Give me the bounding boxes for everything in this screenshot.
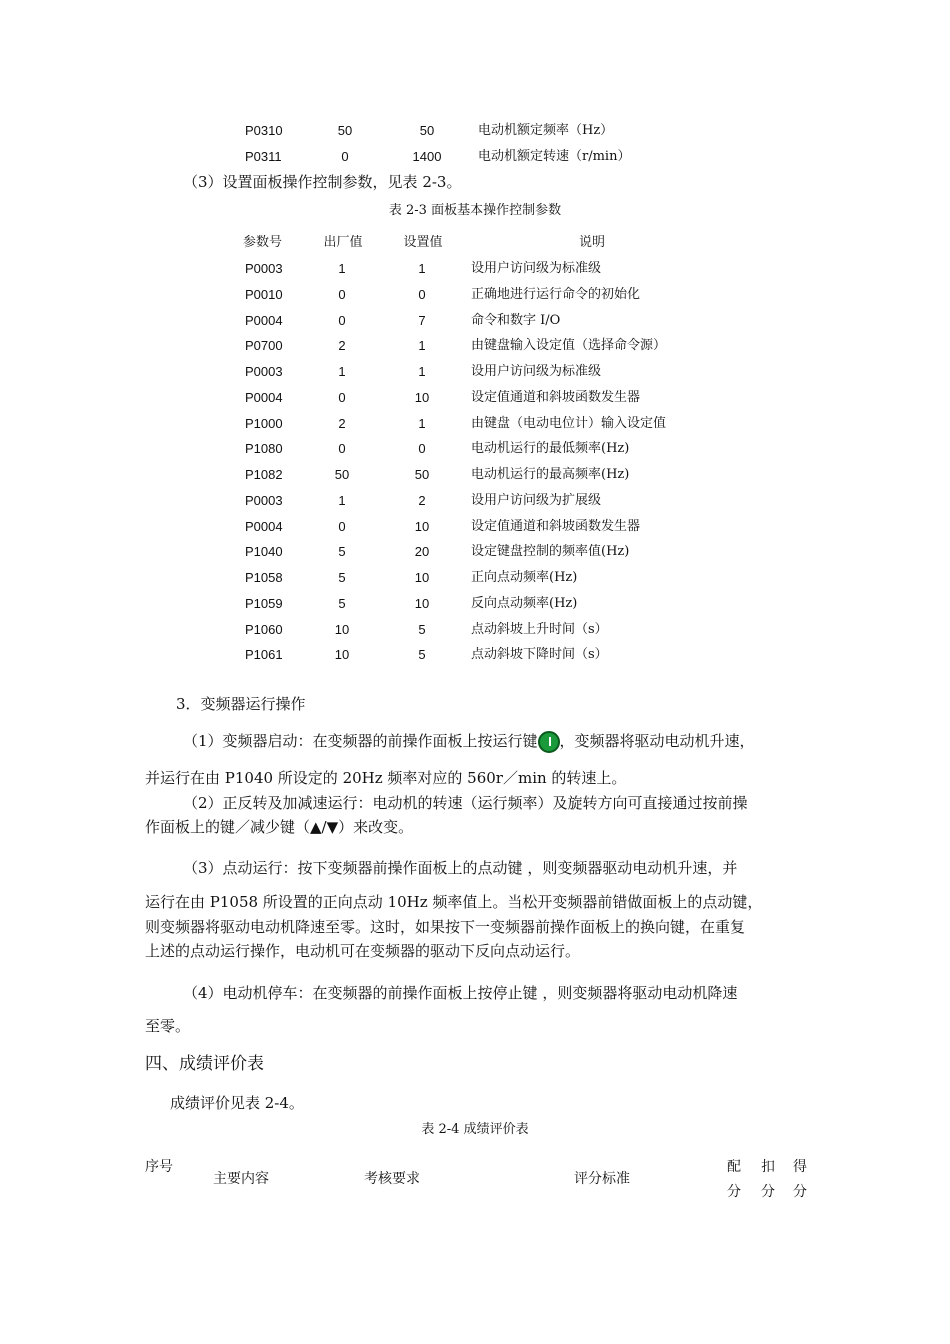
table24-header-requirement: 考核要求 bbox=[364, 1171, 420, 1187]
section4-intro: 成绩评价见表 2-4。 bbox=[170, 1094, 304, 1112]
table23-cell-param: P1059 bbox=[245, 596, 283, 611]
para-4-line1: （4）电动机停车：在变频器的前操作面板上按停止键 ，则变频器将驱动电动机降速 bbox=[183, 984, 738, 1002]
table23-cell-setting: 1 bbox=[418, 261, 426, 276]
table23-cell-desc: 点动斜坡上升时间（s） bbox=[471, 622, 608, 637]
table23-cell-desc: 正向点动频率(Hz) bbox=[471, 570, 578, 585]
table23-cell-setting: 20 bbox=[414, 544, 430, 559]
table23-cell-setting: 2 bbox=[418, 493, 426, 508]
top-row-desc: 电动机额定转速（r/min） bbox=[478, 149, 631, 164]
table23-cell-param: P0004 bbox=[245, 313, 283, 328]
para-3-line1: （3）点动运行：按下变频器前操作面板上的点动键 ，则变频器驱动电动机升速，并 bbox=[183, 859, 738, 877]
table23-cell-factory: 5 bbox=[338, 570, 346, 585]
table23-cell-setting: 10 bbox=[414, 519, 430, 534]
table23-cell-desc: 点动斜坡下降时间（s） bbox=[471, 647, 608, 662]
table23-cell-desc: 反向点动频率(Hz) bbox=[471, 596, 578, 611]
table23-cell-factory: 50 bbox=[334, 467, 350, 482]
table23-caption: 表 2-3 面板基本操作控制参数 bbox=[388, 203, 562, 218]
table23-cell-param: P1061 bbox=[245, 647, 283, 662]
table23-header-param: 参数号 bbox=[243, 235, 283, 250]
table23-cell-param: P1058 bbox=[245, 570, 283, 585]
table23-cell-factory: 5 bbox=[338, 544, 346, 559]
table23-cell-factory: 1 bbox=[338, 493, 346, 508]
top-row-param: P0310 bbox=[245, 123, 283, 138]
step3-intro: （3）设置面板操作控制参数，见表 2-3。 bbox=[183, 173, 462, 191]
table24-header-get-top: 得 bbox=[793, 1159, 807, 1175]
table23-cell-setting: 50 bbox=[414, 467, 430, 482]
table23-cell-setting: 10 bbox=[414, 390, 430, 405]
para-1-line1 bbox=[183, 730, 813, 753]
top-row-factory: 0 bbox=[341, 149, 349, 164]
table23-cell-param: P0700 bbox=[245, 338, 283, 353]
table23-header-factory: 出厂值 bbox=[323, 235, 363, 250]
table23-cell-factory: 1 bbox=[338, 364, 346, 379]
para-2-line2: 作面板上的键／减少键（▲/▼）来改变。 bbox=[145, 818, 414, 836]
para-3-line2: 运行在由 P1058 所设置的正向点动 10Hz 频率值上。当松开变频器前错做面板上的点动键， bbox=[145, 893, 763, 911]
table24-header-score-top: 配 bbox=[727, 1159, 741, 1175]
top-row-desc: 电动机额定频率（Hz） bbox=[478, 123, 614, 138]
table23-header-setting: 设置值 bbox=[403, 235, 443, 250]
table24-caption: 表 2-4 成绩评价表 bbox=[421, 1122, 529, 1137]
table23-cell-setting: 10 bbox=[414, 596, 430, 611]
table23-cell-param: P0010 bbox=[245, 287, 283, 302]
top-row-setting: 1400 bbox=[412, 149, 442, 164]
table23-cell-desc: 电动机运行的最低频率(Hz) bbox=[471, 441, 630, 456]
table23-cell-setting: 10 bbox=[414, 570, 430, 585]
table23-cell-desc: 正确地进行运行命令的初始化 bbox=[471, 287, 641, 302]
table23-cell-param: P0003 bbox=[245, 493, 283, 508]
table23-cell-desc: 命令和数字 I/O bbox=[471, 313, 561, 328]
section3-heading: 3．变频器运行操作 bbox=[176, 695, 306, 713]
table23-cell-param: P1000 bbox=[245, 416, 283, 431]
para-1-text-b: ，变频器将驱动电动机升速， bbox=[559, 732, 755, 750]
table23-cell-factory: 2 bbox=[338, 338, 346, 353]
table24-header-index: 序号 bbox=[145, 1159, 173, 1175]
table23-cell-setting: 5 bbox=[418, 622, 426, 637]
table23-header-desc: 说明 bbox=[578, 235, 605, 250]
table24-header-deduct-top: 扣 bbox=[761, 1159, 775, 1175]
table23-cell-param: P0004 bbox=[245, 390, 283, 405]
table23-cell-param: P0004 bbox=[245, 519, 283, 534]
para-3-line4: 上述的点动运行操作，电动机可在变频器的驱动下反向点动运行。 bbox=[145, 942, 581, 960]
table23-cell-setting: 1 bbox=[418, 416, 426, 431]
table23-cell-param: P0003 bbox=[245, 261, 283, 276]
table23-cell-setting: 0 bbox=[418, 287, 426, 302]
table24-header-deduct-bottom: 分 bbox=[761, 1184, 775, 1200]
table23-cell-factory: 1 bbox=[338, 261, 346, 276]
table23-cell-factory: 0 bbox=[338, 287, 346, 302]
table23-cell-desc: 由键盘输入设定值（选择命令源） bbox=[471, 338, 667, 353]
table23-cell-setting: 1 bbox=[418, 338, 426, 353]
table23-cell-param: P1060 bbox=[245, 622, 283, 637]
table23-cell-setting: 1 bbox=[418, 364, 426, 379]
section4-heading: 四、成绩评价表 bbox=[145, 1054, 264, 1074]
table23-cell-setting: 0 bbox=[418, 441, 426, 456]
table23-cell-desc: 设定值通道和斜坡函数发生器 bbox=[471, 519, 641, 534]
table24-header-standard: 评分标准 bbox=[574, 1171, 630, 1187]
para-1-text-a: （1）变频器启动：在变频器的前操作面板上按运行键 bbox=[183, 732, 538, 750]
table23-cell-desc: 设定值通道和斜坡函数发生器 bbox=[471, 390, 641, 405]
run-button-icon bbox=[538, 731, 560, 753]
para-1-line2: 并运行在由 P1040 所设定的 20Hz 频率对应的 560r／min 的转速上。 bbox=[145, 769, 627, 787]
table23-cell-desc: 设用户访问级为标准级 bbox=[471, 261, 602, 276]
table23-cell-factory: 0 bbox=[338, 441, 346, 456]
table23-cell-param: P1080 bbox=[245, 441, 283, 456]
para-2-line1: （2）正反转及加减速运行：电动机的转速（运行频率）及旋转方向可直接通过按前操 bbox=[183, 794, 748, 812]
table23-cell-desc: 由键盘（电动电位计）输入设定值 bbox=[471, 416, 667, 431]
table23-cell-setting: 7 bbox=[418, 313, 426, 328]
table24-header-get-bottom: 分 bbox=[793, 1184, 807, 1200]
top-row-param: P0311 bbox=[245, 149, 282, 164]
table23-cell-factory: 2 bbox=[338, 416, 346, 431]
table23-cell-param: P1040 bbox=[245, 544, 283, 559]
para-4-line2: 至零。 bbox=[145, 1017, 191, 1035]
table23-cell-desc: 电动机运行的最高频率(Hz) bbox=[471, 467, 630, 482]
table23-cell-desc: 设定键盘控制的频率值(Hz) bbox=[471, 544, 630, 559]
table23-cell-factory: 0 bbox=[338, 519, 346, 534]
table23-cell-param: P0003 bbox=[245, 364, 283, 379]
table23-cell-factory: 5 bbox=[338, 596, 346, 611]
table23-cell-param: P1082 bbox=[245, 467, 283, 482]
table23-cell-factory: 10 bbox=[334, 647, 350, 662]
top-row-setting: 50 bbox=[419, 123, 435, 138]
table24-header-score-bottom: 分 bbox=[727, 1184, 741, 1200]
table23-cell-factory: 0 bbox=[338, 313, 346, 328]
para-3-line3: 则变频器将驱动电动机降速至零。这时，如果按下一变频器前操作面板上的换向键，在重复 bbox=[145, 918, 746, 936]
table23-cell-desc: 设用户访问级为扩展级 bbox=[471, 493, 602, 508]
table24-header-content: 主要内容 bbox=[213, 1171, 269, 1187]
table23-cell-desc: 设用户访问级为标准级 bbox=[471, 364, 602, 379]
table23-cell-factory: 10 bbox=[334, 622, 350, 637]
table23-cell-factory: 0 bbox=[338, 390, 346, 405]
table23-cell-setting: 5 bbox=[418, 647, 426, 662]
top-row-factory: 50 bbox=[337, 123, 353, 138]
